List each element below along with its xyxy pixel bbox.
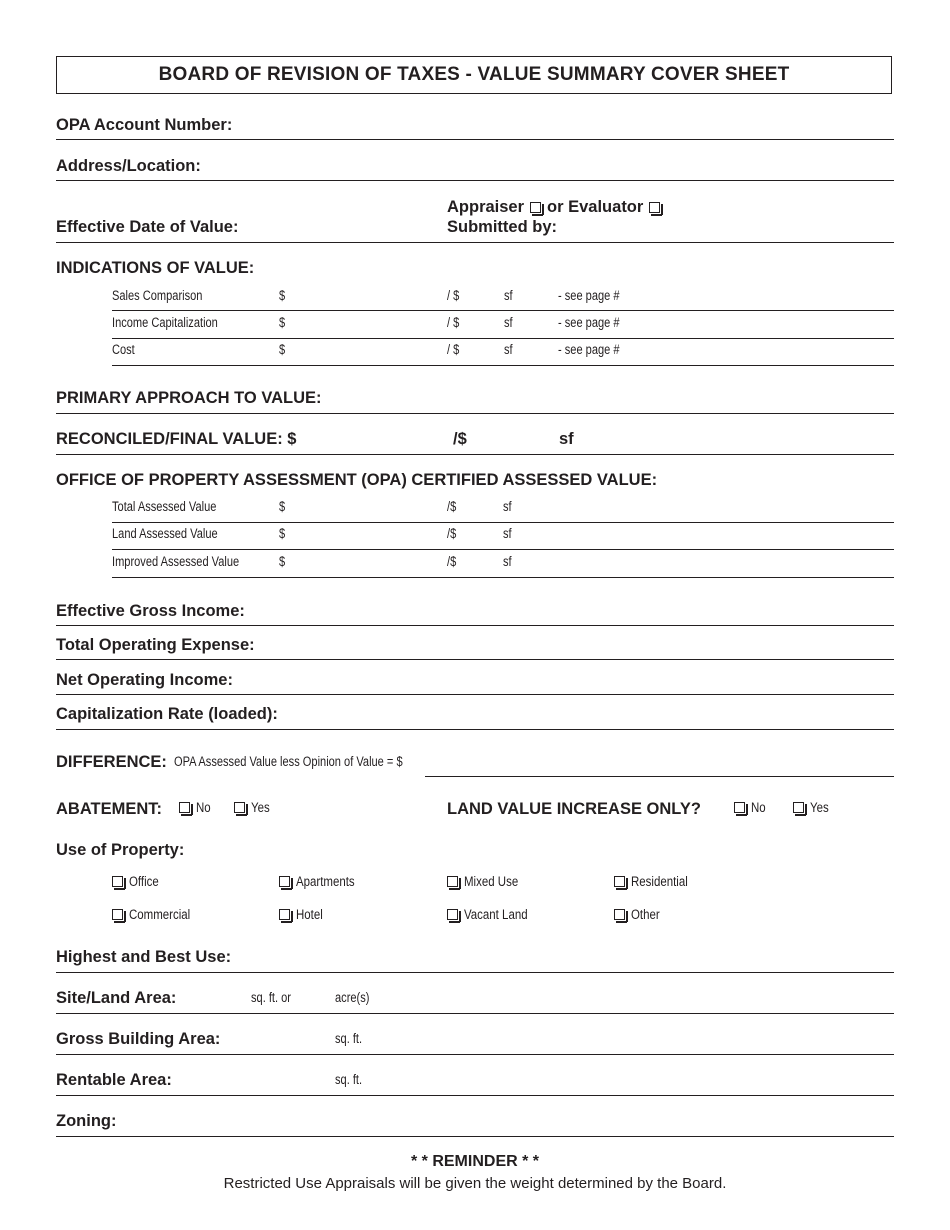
indication-row-label: Sales Comparison bbox=[112, 288, 203, 303]
cap-rate-field[interactable] bbox=[56, 729, 894, 730]
site-area-field[interactable] bbox=[56, 1013, 894, 1014]
abatement-yes-option[interactable] bbox=[234, 800, 273, 815]
dollar-sign: $ bbox=[279, 526, 286, 541]
abatement-label: ABATEMENT: bbox=[56, 800, 163, 818]
noi-field[interactable] bbox=[56, 694, 894, 695]
abatement-no-checkbox[interactable] bbox=[179, 802, 190, 813]
reconciled-per: /$ bbox=[453, 430, 467, 448]
use-option-label: Office bbox=[129, 874, 159, 889]
primary-approach-field[interactable] bbox=[56, 413, 894, 414]
dollar-sign: $ bbox=[279, 499, 286, 514]
indication-line[interactable] bbox=[112, 310, 894, 311]
sf-unit: sf bbox=[504, 315, 513, 330]
land-increase-no-label: No bbox=[751, 800, 766, 815]
reconciled-sf: sf bbox=[559, 430, 574, 448]
indications-heading: INDICATIONS OF VALUE: bbox=[56, 259, 255, 277]
noi-label: Net Operating Income: bbox=[56, 671, 233, 689]
use-option-label: Other bbox=[631, 907, 660, 922]
land-increase-no-option[interactable] bbox=[734, 800, 768, 815]
use-office-option[interactable] bbox=[112, 874, 164, 889]
dollar-sign: $ bbox=[279, 554, 286, 569]
land-increase-yes-checkbox[interactable] bbox=[793, 802, 804, 813]
use-hotel-checkbox[interactable] bbox=[279, 909, 290, 920]
sf-unit: sf bbox=[504, 342, 513, 357]
opa-certified-heading: OFFICE OF PROPERTY ASSESSMENT (OPA) CERTIFIED ASSESSED VALUE: bbox=[56, 471, 658, 489]
land-increase-yes-option[interactable] bbox=[793, 800, 832, 815]
use-vacant-land-checkbox[interactable] bbox=[447, 909, 458, 920]
per-dollar: / $ bbox=[447, 288, 460, 303]
effective-date-label: Effective Date of Value: bbox=[56, 218, 239, 236]
sf-unit: sf bbox=[504, 288, 513, 303]
per-dollar: /$ bbox=[447, 554, 457, 569]
submitted-by-label: Submitted by: bbox=[447, 218, 557, 236]
assessed-row-label: Total Assessed Value bbox=[112, 499, 217, 514]
use-other-option[interactable] bbox=[614, 907, 665, 922]
assessed-row-label: Land Assessed Value bbox=[112, 526, 218, 541]
land-increase-yes-label: Yes bbox=[810, 800, 829, 815]
zoning-label: Zoning: bbox=[56, 1112, 117, 1130]
zoning-field[interactable] bbox=[56, 1136, 894, 1137]
evaluator-label: or Evaluator bbox=[547, 198, 644, 216]
site-area-label: Site/Land Area: bbox=[56, 989, 177, 1007]
use-option-label: Hotel bbox=[296, 907, 323, 922]
cap-rate-label: Capitalization Rate (loaded): bbox=[56, 705, 278, 723]
see-page: - see page # bbox=[558, 342, 620, 357]
assessed-line[interactable] bbox=[112, 549, 894, 550]
difference-label: DIFFERENCE: bbox=[56, 753, 167, 771]
egi-label: Effective Gross Income: bbox=[56, 602, 245, 620]
highest-best-use-field[interactable] bbox=[56, 972, 894, 973]
see-page: - see page # bbox=[558, 315, 620, 330]
primary-approach-label: PRIMARY APPROACH TO VALUE: bbox=[56, 389, 322, 407]
sf-unit: sf bbox=[503, 554, 512, 569]
reminder-text: Restricted Use Appraisals will be given the weight determined by the Board. bbox=[223, 1175, 727, 1192]
indication-line[interactable] bbox=[112, 365, 894, 366]
abatement-yes-label: Yes bbox=[251, 800, 270, 815]
dollar-sign: $ bbox=[279, 342, 286, 357]
per-dollar: /$ bbox=[447, 526, 457, 541]
page-title: BOARD OF REVISION OF TAXES - VALUE SUMMARY COVER SHEET bbox=[158, 64, 790, 85]
reconciled-label: RECONCILED/FINAL VALUE: $ bbox=[56, 430, 297, 448]
appraiser-label: Appraiser bbox=[447, 198, 525, 216]
difference-text: OPA Assessed Value less Opinion of Value = $ bbox=[174, 754, 403, 769]
use-option-label: Vacant Land bbox=[464, 907, 528, 922]
appraiser-checkbox[interactable] bbox=[530, 202, 541, 213]
use-apartments-checkbox[interactable] bbox=[279, 876, 290, 887]
use-other-checkbox[interactable] bbox=[614, 909, 625, 920]
use-mixed-use-option[interactable] bbox=[447, 874, 528, 889]
use-vacant-land-option[interactable] bbox=[447, 907, 539, 922]
evaluator-checkbox[interactable] bbox=[649, 202, 660, 213]
rentable-area-sqft: sq. ft. bbox=[335, 1072, 363, 1087]
opa-account-label: OPA Account Number: bbox=[56, 116, 233, 134]
reconciled-field[interactable] bbox=[56, 454, 894, 455]
submitted-by-type bbox=[447, 198, 666, 217]
use-option-label: Commercial bbox=[129, 907, 191, 922]
rentable-area-label: Rentable Area: bbox=[56, 1071, 172, 1089]
gross-building-label: Gross Building Area: bbox=[56, 1030, 221, 1048]
use-hotel-option[interactable] bbox=[279, 907, 328, 922]
site-area-acres: acre(s) bbox=[335, 990, 370, 1005]
see-page: - see page # bbox=[558, 288, 620, 303]
land-increase-label: LAND VALUE INCREASE ONLY? bbox=[447, 800, 701, 818]
use-of-property-label: Use of Property: bbox=[56, 841, 185, 859]
use-option-label: Apartments bbox=[296, 874, 355, 889]
abatement-no-option[interactable] bbox=[179, 800, 213, 815]
use-residential-checkbox[interactable] bbox=[614, 876, 625, 887]
sf-unit: sf bbox=[503, 499, 512, 514]
use-office-checkbox[interactable] bbox=[112, 876, 123, 887]
abatement-yes-checkbox[interactable] bbox=[234, 802, 245, 813]
gross-building-field[interactable] bbox=[56, 1054, 894, 1055]
use-option-label: Residential bbox=[631, 874, 688, 889]
opa-account-field[interactable] bbox=[56, 139, 894, 140]
difference-field[interactable] bbox=[425, 776, 894, 777]
effective-date-field[interactable] bbox=[56, 242, 894, 243]
dollar-sign: $ bbox=[279, 288, 286, 303]
site-area-sqft-or: sq. ft. or bbox=[251, 990, 292, 1005]
toe-field[interactable] bbox=[56, 659, 894, 660]
indication-line[interactable] bbox=[112, 338, 894, 339]
egi-field[interactable] bbox=[56, 625, 894, 626]
assessed-line[interactable] bbox=[112, 577, 894, 578]
indication-row-label: Income Capitalization bbox=[112, 315, 218, 330]
use-commercial-checkbox[interactable] bbox=[112, 909, 123, 920]
use-apartments-option[interactable] bbox=[279, 874, 365, 889]
per-dollar: / $ bbox=[447, 315, 460, 330]
address-label: Address/Location: bbox=[56, 157, 201, 175]
use-mixed-use-checkbox[interactable] bbox=[447, 876, 458, 887]
use-commercial-option[interactable] bbox=[112, 907, 201, 922]
dollar-sign: $ bbox=[279, 315, 286, 330]
sf-unit: sf bbox=[503, 526, 512, 541]
toe-label: Total Operating Expense: bbox=[56, 636, 255, 654]
reminder-title: * * REMINDER * * bbox=[410, 1153, 540, 1170]
use-option-label: Mixed Use bbox=[464, 874, 519, 889]
assessed-row-label: Improved Assessed Value bbox=[112, 554, 240, 569]
address-field[interactable] bbox=[56, 180, 894, 181]
abatement-no-label: No bbox=[196, 800, 211, 815]
use-residential-option[interactable] bbox=[614, 874, 698, 889]
highest-best-use-label: Highest and Best Use: bbox=[56, 948, 232, 966]
land-increase-no-checkbox[interactable] bbox=[734, 802, 745, 813]
assessed-line[interactable] bbox=[112, 522, 894, 523]
indication-row-label: Cost bbox=[112, 342, 135, 357]
title-box bbox=[56, 56, 892, 94]
rentable-area-field[interactable] bbox=[56, 1095, 894, 1096]
per-dollar: /$ bbox=[447, 499, 457, 514]
gross-building-sqft: sq. ft. bbox=[335, 1031, 363, 1046]
per-dollar: / $ bbox=[447, 342, 460, 357]
